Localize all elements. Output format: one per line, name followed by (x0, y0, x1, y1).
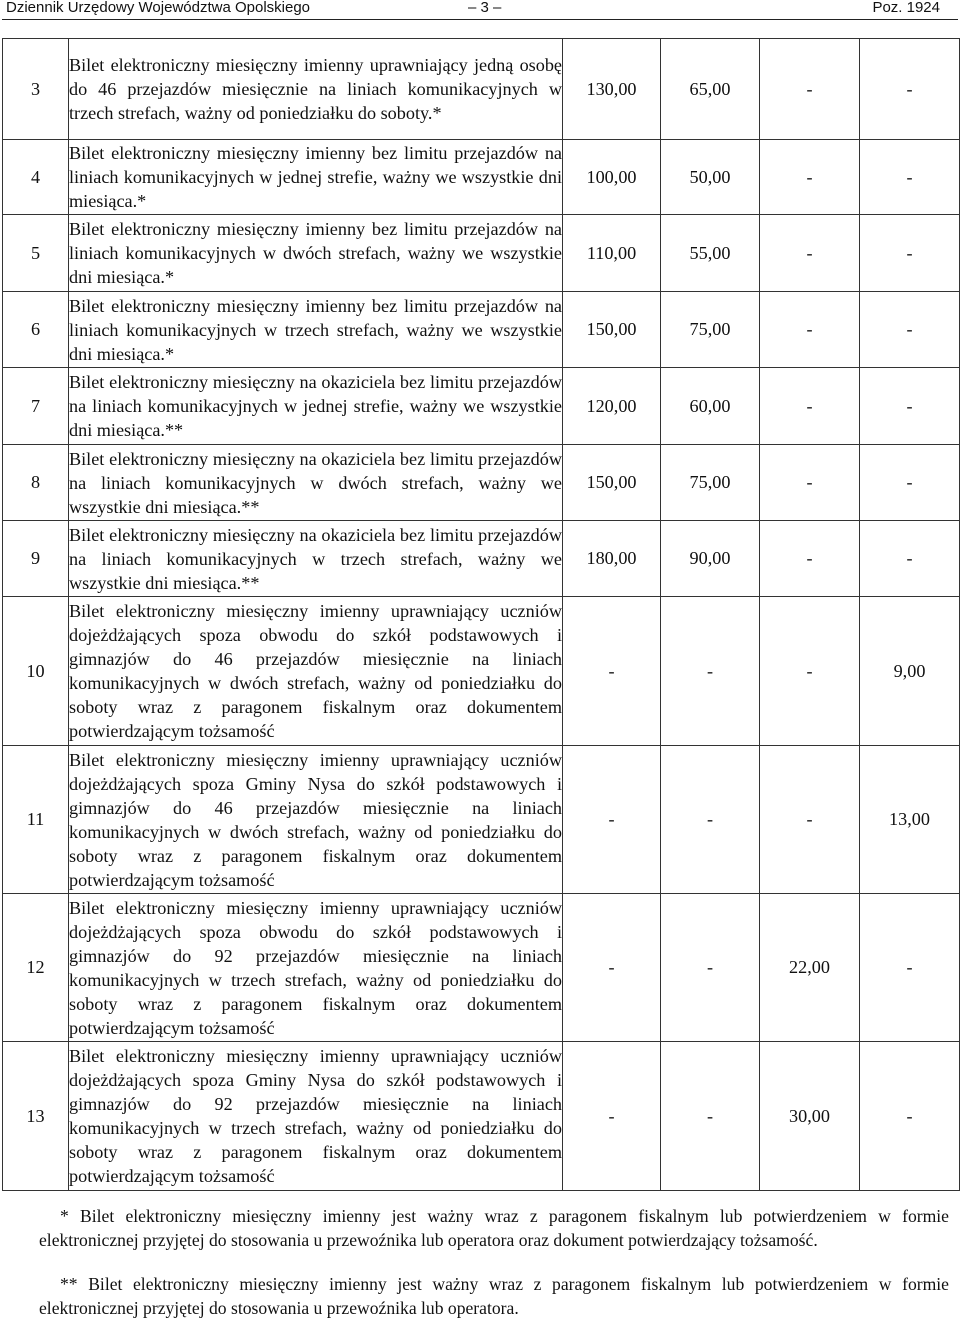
price-cell: - (860, 292, 960, 368)
row-number: 8 (3, 445, 69, 521)
price-cell: - (661, 894, 760, 1042)
row-number: 12 (3, 894, 69, 1042)
table-row (3, 894, 960, 1042)
price-cell: - (760, 597, 860, 746)
page-number: – 3 – (468, 0, 502, 16)
table-row (3, 746, 960, 894)
row-number: 11 (3, 746, 69, 894)
price-cell: - (860, 894, 960, 1042)
item-number: Poz. 1924 (872, 0, 940, 16)
price-cell: 120,00 (563, 368, 661, 445)
tariff-table-body (3, 39, 960, 1191)
price-cell: - (563, 746, 661, 894)
tariff-table (2, 38, 960, 1191)
table-row (3, 445, 960, 521)
price-cell: - (860, 368, 960, 445)
price-cell: - (860, 445, 960, 521)
price-cell: 50,00 (661, 140, 760, 215)
price-cell: 150,00 (563, 445, 661, 521)
page-header (0, 0, 960, 22)
ticket-description: Bilet elektroniczny miesięczny na okaziciela bez limitu przejazdów na liniach komunikacyjnych w jednej strefie, ważny we wszystkie dni miesiąca.** (69, 368, 563, 445)
price-cell: 100,00 (563, 140, 661, 215)
price-cell: - (860, 1042, 960, 1191)
table-row (3, 597, 960, 746)
ticket-description: Bilet elektroniczny miesięczny na okaziciela bez limitu przejazdów na liniach komunikacyjnych w trzech strefach, ważny we wszystkie dni miesiąca.** (69, 521, 563, 597)
header-rule (2, 19, 958, 20)
ticket-description: Bilet elektroniczny miesięczny imienny bez limitu przejazdów na liniach komunikacyjnych w jednej strefie, ważny we wszystkie dni miesiąca.* (69, 140, 563, 215)
price-cell: - (760, 521, 860, 597)
ticket-description: Bilet elektroniczny miesięczny imienny uprawniający jedną osobę do 46 przejazdów miesięcznie na liniach komunikacyjnych w trzech strefach, ważny od poniedziałku do soboty.* (69, 39, 563, 140)
row-number: 3 (3, 39, 69, 140)
price-cell: - (661, 597, 760, 746)
price-cell: 60,00 (661, 368, 760, 445)
price-cell: 30,00 (760, 1042, 860, 1191)
ticket-description: Bilet elektroniczny miesięczny na okaziciela bez limitu przejazdów na liniach komunikacyjnych w dwóch strefach, ważny we wszystkie dni miesiąca.** (69, 445, 563, 521)
row-number: 5 (3, 215, 69, 292)
price-cell: 180,00 (563, 521, 661, 597)
price-cell: 9,00 (860, 597, 960, 746)
price-cell: - (760, 215, 860, 292)
price-cell: 90,00 (661, 521, 760, 597)
price-cell: 65,00 (661, 39, 760, 140)
footnote-double-asterisk: ** Bilet elektroniczny miesięczny imienny jest ważny wraz z paragonem fiskalnym lub potwierdzeniem w formie elektronicznej przyjętej do stosowania u przewoźnika lub operatora. (39, 1274, 949, 1318)
price-cell: - (760, 445, 860, 521)
price-cell: - (760, 39, 860, 140)
ticket-description: Bilet elektroniczny miesięczny imienny bez limitu przejazdów na liniach komunikacyjnych w dwóch strefach, ważny we wszystkie dni miesiąca.* (69, 215, 563, 292)
price-cell: - (860, 215, 960, 292)
price-cell: - (661, 1042, 760, 1191)
row-number: 7 (3, 368, 69, 445)
ticket-description: Bilet elektroniczny miesięczny imienny uprawniający uczniów dojeżdżających spoza obwodu do szkół podstawowych i gimnazjów do 92 przejazdów miesięcznie na liniach komunikacyjnych w trzech strefach, ważny od poniedziałku do soboty wraz z paragonem fiskalnym oraz dokumentem potwierdzającym tożsamość (69, 894, 563, 1042)
price-cell: - (860, 140, 960, 215)
ticket-description: Bilet elektroniczny miesięczny imienny uprawniający uczniów dojeżdżających spoza Gminy Nysa do szkół podstawowych i gimnazjów do 92 przejazdów miesięcznie na liniach komunikacyjnych w trzech strefach, ważny od poniedziałku do soboty wraz z paragonem fiskalnym oraz dokumentem potwierdzającym tożsamość (69, 1042, 563, 1191)
row-number: 13 (3, 1042, 69, 1191)
footnote-single-asterisk: * Bilet elektroniczny miesięczny imienny jest ważny wraz z paragonem fiskalnym lub potwierdzeniem w formie elektronicznej przyjętej do stosowania u przewoźnika lub operatora oraz dokument potwierdzający tożsamość. (39, 1206, 949, 1250)
table-row (3, 140, 960, 215)
price-cell: - (860, 521, 960, 597)
journal-title: Dziennik Urzędowy Województwa Opolskiego (6, 0, 311, 16)
price-cell: - (760, 292, 860, 368)
price-cell: - (563, 597, 661, 746)
price-cell: - (760, 746, 860, 894)
price-cell: - (860, 39, 960, 140)
ticket-description: Bilet elektroniczny miesięczny imienny uprawniający uczniów dojeżdżających spoza obwodu do szkół podstawowych i gimnazjów do 46 przejazdów miesięcznie na liniach komunikacyjnych w dwóch strefach, ważny od poniedziałku do soboty wraz z paragonem fiskalnym oraz dokumentem potwierdzającym tożsamość (69, 597, 563, 746)
price-cell: - (563, 894, 661, 1042)
footnotes (39, 1205, 949, 1320)
price-cell: - (661, 746, 760, 894)
price-cell: - (760, 368, 860, 445)
price-cell: 130,00 (563, 39, 661, 140)
price-cell: 13,00 (860, 746, 960, 894)
price-cell: 22,00 (760, 894, 860, 1042)
row-number: 6 (3, 292, 69, 368)
table-row (3, 1042, 960, 1191)
table-row (3, 368, 960, 445)
ticket-description: Bilet elektroniczny miesięczny imienny bez limitu przejazdów na liniach komunikacyjnych w trzech strefach, ważny we wszystkie dni miesiąca.* (69, 292, 563, 368)
price-cell: 150,00 (563, 292, 661, 368)
price-cell: - (563, 1042, 661, 1191)
price-cell: 75,00 (661, 445, 760, 521)
price-cell: - (760, 140, 860, 215)
price-cell: 110,00 (563, 215, 661, 292)
table-row (3, 521, 960, 597)
row-number: 4 (3, 140, 69, 215)
table-row (3, 39, 960, 140)
ticket-description: Bilet elektroniczny miesięczny imienny uprawniający uczniów dojeżdżających spoza Gminy Nysa do szkół podstawowych i gimnazjów do 46 przejazdów miesięcznie na liniach komunikacyjnych w dwóch strefach, ważny od poniedziałku do soboty wraz z paragonem fiskalnym oraz dokumentem potwierdzającym tożsamość (69, 746, 563, 894)
table-row (3, 292, 960, 368)
price-cell: 75,00 (661, 292, 760, 368)
row-number: 9 (3, 521, 69, 597)
table-row (3, 215, 960, 292)
price-cell: 55,00 (661, 215, 760, 292)
row-number: 10 (3, 597, 69, 746)
